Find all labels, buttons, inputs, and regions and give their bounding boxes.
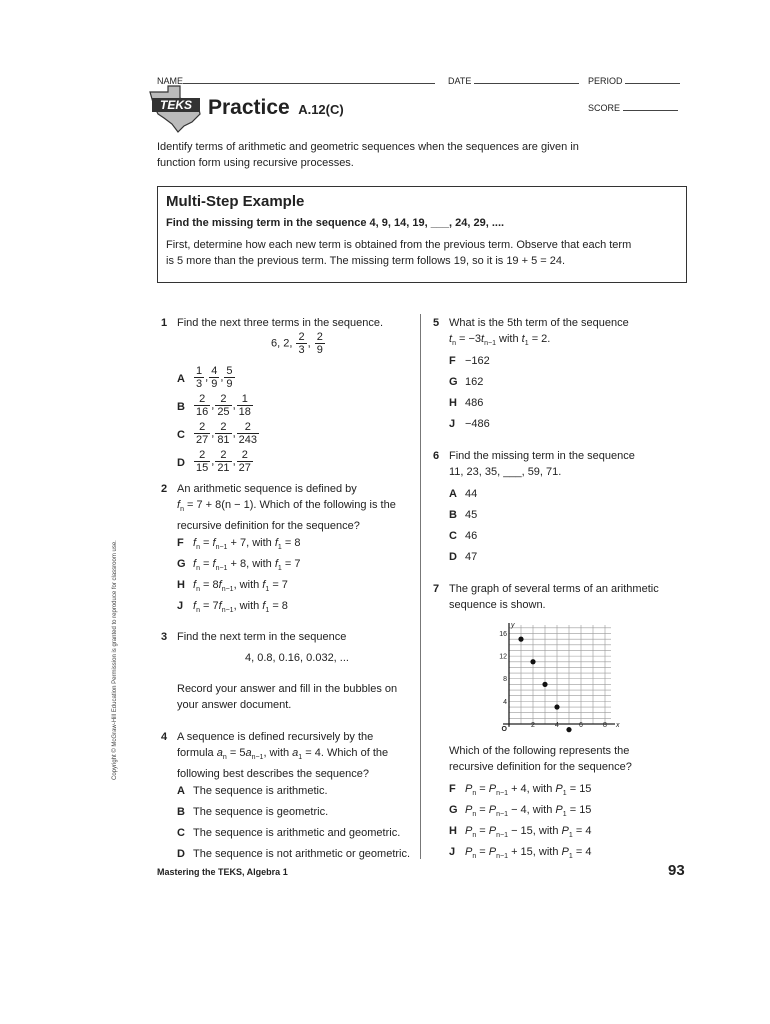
question-line: $t_n = -3t_{n-1}$ with $t_1 = 2$. xyxy=(449,333,551,348)
denominator: 25 xyxy=(217,406,230,418)
option-text: 486 xyxy=(465,397,484,409)
answer-option-b[interactable] xyxy=(177,804,407,823)
question-number: 4 xyxy=(161,731,168,743)
option-text: $P_n = P_{n-1} - 15$, with $P_1 = 4$ xyxy=(465,825,592,840)
option-text: $\frac{2}{27}$ , $\frac{2}{81}$ , $\frac{2}{243}$ xyxy=(196,421,257,446)
question-line: A sequence is defined recursively by the xyxy=(177,731,374,743)
intro-line-2: function form using recursive processes. xyxy=(157,157,354,169)
option-text: $f_n = f_{n-1} + 7$, with $f_1 = 8$ xyxy=(193,537,301,552)
question-number: 6 xyxy=(433,450,440,462)
example-body-line-1: First, determine how each new term is obtained from the previous term. Observe that each term xyxy=(166,239,632,251)
option-letter: B xyxy=(449,509,457,521)
period-label: PERIOD xyxy=(588,76,623,86)
option-letter: J xyxy=(449,846,456,858)
answer-option-h[interactable] xyxy=(177,577,407,596)
denominator: 3 xyxy=(298,344,305,356)
answer-option-f[interactable] xyxy=(177,535,407,554)
x-tick-label: 8 xyxy=(603,722,607,729)
answer-option-f[interactable] xyxy=(449,781,679,800)
fraction xyxy=(194,449,210,474)
numerator: 2 xyxy=(215,449,231,462)
option-letter: B xyxy=(177,806,185,818)
option-letter: D xyxy=(449,551,457,563)
score-field[interactable] xyxy=(588,101,683,113)
denominator: 9 xyxy=(211,378,218,390)
date-label: DATE xyxy=(448,76,472,86)
option-text: The sequence is geometric. xyxy=(193,806,329,818)
date-field[interactable] xyxy=(448,74,583,86)
option-text: 44 xyxy=(465,488,478,500)
question-number: 1 xyxy=(161,317,168,329)
option-text: $f_n = f_{n-1} + 8$, with $f_1 = 7$ xyxy=(193,558,301,573)
y-tick-label: 12 xyxy=(499,653,507,661)
origin-label: O xyxy=(501,726,507,733)
answer-option-c[interactable] xyxy=(449,528,679,547)
option-letter: B xyxy=(177,401,185,413)
record-line: Record your answer and fill in the bubbles on xyxy=(177,683,398,695)
answer-option-j[interactable] xyxy=(449,416,679,435)
standard-text: A.12(C) xyxy=(298,102,344,117)
y-axis-label: y xyxy=(511,622,515,629)
option-letter: D xyxy=(177,848,185,860)
denominator: 27 xyxy=(196,434,209,446)
option-text: $f_n = 8f_{n-1}$, with $f_1 = 7$ xyxy=(193,579,288,594)
x-tick-label: 6 xyxy=(579,722,583,729)
answer-option-g[interactable] xyxy=(449,374,679,393)
denominator: 15 xyxy=(196,462,209,474)
fraction xyxy=(296,331,306,356)
numerator: 5 xyxy=(226,365,233,377)
answer-option-g[interactable] xyxy=(449,802,679,821)
numerator: 2 xyxy=(194,421,210,434)
multi-step-example-box xyxy=(157,186,687,283)
option-text: −162 xyxy=(465,355,490,367)
y-tick-label: 8 xyxy=(503,676,507,684)
fraction xyxy=(237,449,253,474)
fraction xyxy=(215,449,231,474)
numerator: 2 xyxy=(194,449,210,462)
denominator: 16 xyxy=(196,406,209,418)
option-text: $\frac{1}{3}$ , $\frac{4}{9}$ , $\frac{5}{9}$ xyxy=(196,365,233,390)
data-point xyxy=(530,659,535,664)
question-number: 3 xyxy=(161,631,168,643)
question-number: 7 xyxy=(433,583,440,595)
option-letter: C xyxy=(177,429,185,441)
fraction xyxy=(194,421,210,446)
answer-option-d[interactable] xyxy=(177,846,411,865)
sequence-prefix: 6, 2, xyxy=(271,337,293,350)
question-2 xyxy=(161,481,416,621)
question-text xyxy=(177,481,396,534)
question-line: $f_n = 7 + 8(n - 1)$. Which of the following is the xyxy=(177,499,396,514)
fraction xyxy=(315,331,325,356)
numerator: 2 xyxy=(237,449,253,462)
question-line: recursive definition for the sequence? xyxy=(177,520,360,533)
score-label: SCORE xyxy=(588,103,621,113)
question-number: 5 xyxy=(433,317,440,329)
copyright-side-text: Copyright © McGraw-Hill Education Permission is granted to reproduce for classroom use. xyxy=(112,540,118,780)
question-5 xyxy=(433,315,683,435)
option-letter: J xyxy=(449,418,456,430)
data-point xyxy=(542,682,547,687)
question-4 xyxy=(161,729,421,869)
numerator: 4 xyxy=(211,365,218,377)
option-letter: A xyxy=(177,373,185,385)
question-line: What is the 5th term of the sequence xyxy=(449,317,629,329)
data-point xyxy=(554,704,559,709)
answer-option-f[interactable] xyxy=(449,353,679,372)
denominator: 9 xyxy=(316,344,323,356)
numerator: 2 xyxy=(215,421,231,434)
page-number: 93 xyxy=(668,862,685,879)
option-letter: D xyxy=(177,457,185,469)
question-line: 11, 23, 35, ___, 59, 71. xyxy=(449,466,562,478)
option-letter: G xyxy=(177,558,186,570)
numerator: 2 xyxy=(237,421,259,434)
answer-option-h[interactable] xyxy=(449,823,679,842)
answer-option-h[interactable] xyxy=(449,395,679,414)
option-letter: A xyxy=(177,785,185,797)
record-line: your answer document. xyxy=(177,699,292,711)
fraction xyxy=(209,365,219,390)
sequence: 4, 0.8, 0.16, 0.032, ... xyxy=(245,652,349,664)
option-letter: F xyxy=(449,783,456,795)
question-1 xyxy=(161,315,416,475)
option-letter: G xyxy=(449,376,458,388)
option-text: 46 xyxy=(465,530,478,542)
question-text xyxy=(449,315,629,352)
answer-option-d[interactable] xyxy=(177,449,407,481)
follow-up-line: Which of the following represents the xyxy=(449,745,630,757)
question-line: The graph of several terms of an arithmetic xyxy=(449,583,659,595)
example-body xyxy=(166,237,676,269)
answer-option-j[interactable] xyxy=(449,844,679,863)
question-number: 2 xyxy=(161,483,168,495)
question-text: Find the next three terms in the sequence. xyxy=(177,317,384,329)
option-letter: F xyxy=(177,537,184,549)
question-text xyxy=(449,581,659,613)
question-line: following best describes the sequence? xyxy=(177,768,370,781)
question-line: Find the missing term in the sequence xyxy=(449,450,635,462)
fraction xyxy=(237,421,259,446)
period-field[interactable] xyxy=(588,74,683,86)
question-line: sequence is shown. xyxy=(449,599,546,611)
question-line: formula $a_n = 5a_{n-1}$, with $a_1 = 4$. Which of the xyxy=(177,747,389,762)
logo-text: TEKS xyxy=(159,98,193,112)
name-label: NAME xyxy=(157,76,184,86)
denominator: 18 xyxy=(238,406,251,418)
follow-up-text xyxy=(449,743,632,775)
option-letter: G xyxy=(449,804,458,816)
denominator: 9 xyxy=(226,378,233,390)
fraction xyxy=(237,393,253,418)
denominator: 27 xyxy=(238,462,251,474)
fraction xyxy=(194,393,210,418)
option-text: −486 xyxy=(465,418,490,430)
footer-book-title: Mastering the TEKS, Algebra 1 xyxy=(157,867,288,877)
option-letter: H xyxy=(449,397,457,409)
question-text xyxy=(177,729,388,782)
option-text: The sequence is not arithmetic or geometric. xyxy=(193,848,411,860)
page-title xyxy=(208,96,344,120)
question-text: Find the next term in the sequence xyxy=(177,631,347,643)
record-instructions xyxy=(177,681,397,713)
denominator: 3 xyxy=(196,378,203,390)
numerator: 2 xyxy=(316,331,323,343)
example-body-line-2: is 5 more than the previous term. The missing term follows 19, so it is 19 + 5 = 24. xyxy=(166,255,566,267)
fraction xyxy=(215,421,231,446)
option-letter: C xyxy=(449,530,457,542)
data-point xyxy=(518,637,523,642)
answer-option-c[interactable] xyxy=(177,825,407,844)
option-text: 45 xyxy=(465,509,478,521)
option-text: $\frac{2}{15}$ , $\frac{2}{21}$ , $\frac{2}{27}$ xyxy=(196,449,251,474)
y-tick-label: 4 xyxy=(503,698,507,706)
option-text: $P_n = P_{n-1} - 4$, with $P_1 = 15$ xyxy=(465,804,592,819)
numerator: 1 xyxy=(237,393,253,406)
option-text: 162 xyxy=(465,376,484,388)
answer-option-a[interactable] xyxy=(449,486,679,505)
denominator: 21 xyxy=(217,462,230,474)
intro-text xyxy=(157,139,677,171)
answer-option-a[interactable] xyxy=(177,783,407,802)
question-7 xyxy=(433,581,683,861)
denominator: 243 xyxy=(238,434,257,446)
option-text: $f_n = 7f_{n-1}$, with $f_1 = 8$ xyxy=(193,600,288,615)
teks-logo xyxy=(146,84,204,134)
option-text: $\frac{2}{16}$ , $\frac{2}{25}$ , $\frac{1}{18}$ xyxy=(196,393,251,418)
x-axis-label: x xyxy=(616,722,620,729)
intro-line-1: Identify terms of arithmetic and geometric sequences when the sequences are given in xyxy=(157,141,579,153)
option-letter: F xyxy=(449,355,456,367)
numerator: 2 xyxy=(194,393,210,406)
option-text: The sequence is arithmetic. xyxy=(193,785,328,797)
numerator: 1 xyxy=(196,365,203,377)
option-text: $P_n = P_{n-1} + 4$, with $P_1 = 15$ xyxy=(465,783,592,798)
question-3 xyxy=(161,629,416,719)
answer-option-b[interactable] xyxy=(449,507,679,526)
answer-option-g[interactable] xyxy=(177,556,407,575)
title-text: Practice xyxy=(208,96,290,119)
question-line: An arithmetic sequence is defined by xyxy=(177,483,357,495)
sequence: 6, 2, $\frac{2}{3}$ , $\frac{2}{9}$ xyxy=(271,331,323,356)
x-tick-label: 2 xyxy=(531,722,535,729)
answer-option-d[interactable] xyxy=(449,549,679,568)
option-letter: J xyxy=(177,600,184,612)
option-letter: A xyxy=(449,488,457,500)
data-point xyxy=(566,727,571,732)
denominator: 81 xyxy=(217,434,230,446)
option-letter: H xyxy=(177,579,185,591)
option-text: The sequence is arithmetic and geometric. xyxy=(193,827,401,839)
numerator: 2 xyxy=(298,331,305,343)
y-tick-label: 16 xyxy=(499,630,507,638)
numerator: 2 xyxy=(215,393,231,406)
follow-up-line: recursive definition for the sequence? xyxy=(449,761,632,773)
question-6 xyxy=(433,448,683,568)
option-letter: C xyxy=(177,827,185,839)
fraction xyxy=(215,393,231,418)
question-text xyxy=(449,448,635,480)
example-title: Multi-Step Example xyxy=(166,193,305,210)
option-letter: H xyxy=(449,825,457,837)
x-tick-label: 4 xyxy=(555,722,559,729)
fraction xyxy=(194,365,204,390)
option-text: 47 xyxy=(465,551,478,563)
fraction xyxy=(224,365,234,390)
sequence-graph xyxy=(493,621,623,736)
option-text: $P_n = P_{n-1} + 15$, with $P_1 = 4$ xyxy=(465,846,592,861)
answer-option-j[interactable] xyxy=(177,598,407,617)
example-question: Find the missing term in the sequence 4, 9, 14, 19, ___, 24, 29, .... xyxy=(166,217,505,229)
